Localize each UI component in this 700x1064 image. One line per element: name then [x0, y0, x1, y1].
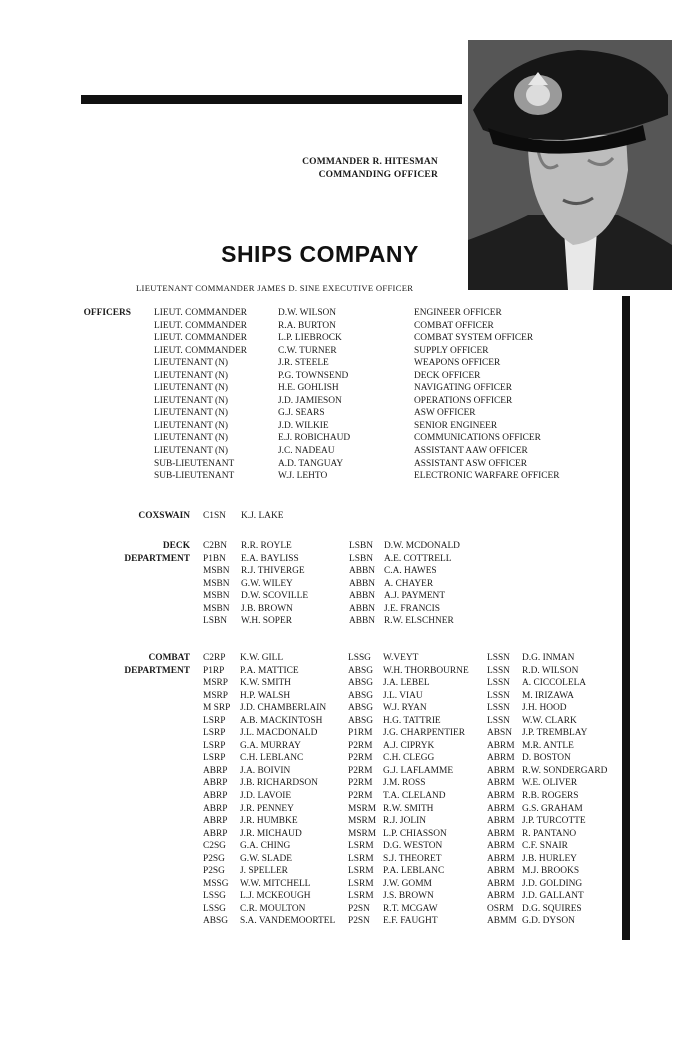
deck-names-1 [241, 540, 308, 628]
officer-position: COMBAT OFFICER [414, 320, 494, 331]
combat-name: K.W. SMITH [240, 678, 291, 689]
officer-rank: LIEUTENANT (N) [154, 383, 229, 394]
header-rule [81, 95, 462, 104]
combat-rank: P2SN [348, 916, 370, 927]
combat-name: C.F. SNAIR [522, 841, 568, 852]
combat-rank: ABSG [348, 703, 374, 714]
officer-name: G.J. SEARS [278, 408, 325, 419]
deck-rank: ABBN [349, 616, 376, 627]
combat-name: W.J. RYAN [383, 703, 427, 714]
combat-rank: LSSG [203, 891, 226, 902]
combat-rank: LSRM [348, 878, 374, 889]
officer-rank: LIEUTENANT (N) [154, 433, 229, 444]
officers-ranks [154, 307, 247, 483]
combat-rank: C2SG [203, 841, 226, 852]
officer-position: ELECTRONIC WARFARE OFFICER [414, 471, 560, 482]
combat-name: J.D. LAVOIE [240, 791, 292, 802]
combat-rank: LSSN [487, 653, 510, 663]
combat-rank: LSSN [487, 703, 510, 714]
combat-name: K.W. GILL [240, 653, 284, 663]
officer-position: ENGINEER OFFICER [414, 308, 502, 318]
combat-ranks-2 [348, 652, 376, 928]
combat-name: J.D. CHAMBERLAIN [240, 703, 327, 714]
combat-name: R.W. SONDERGARD [522, 765, 608, 776]
combat-name: D.G. WESTON [383, 841, 443, 852]
deck-rank: ABBN [349, 566, 376, 577]
combat-name: J.R. PENNEY [240, 803, 294, 814]
officer-position: ASSISTANT ASW OFFICER [414, 458, 527, 469]
combat-rank: LSSN [487, 690, 510, 701]
combat-name: G.S. GRAHAM [522, 803, 583, 814]
deck-name: G.W. WILEY [241, 578, 293, 589]
officer-rank: SUB-LIEUTENANT [154, 458, 235, 469]
combat-rank: LSSN [487, 678, 510, 689]
officer-position: DECK OFFICER [414, 370, 481, 381]
combat-name: J.D. GALLANT [522, 891, 584, 902]
officer-position: ASSISTANT AAW OFFICER [414, 446, 528, 457]
officer-name: J.D. WILKIE [278, 420, 329, 431]
combat-name: J.S. BROWN [383, 891, 434, 902]
deck-rank: MSBN [203, 603, 230, 614]
combat-rank: ABRP [203, 816, 228, 827]
officer-name: J.D. JAMIESON [278, 395, 342, 406]
officers-names [278, 307, 350, 483]
combat-name: J.A. LEBEL [383, 678, 430, 689]
combat-rank: P2RM [348, 791, 373, 802]
deck-ranks-2 [349, 540, 375, 628]
combat-name: J.L. VIAU [383, 690, 423, 701]
officer-rank: LIEUTENANT (N) [154, 446, 229, 457]
combat-rank: LSRP [203, 753, 226, 764]
combat-name: W.W. MITCHELL [240, 878, 311, 889]
combat-name: J.P. TREMBLAY [522, 728, 588, 739]
combat-name: J.B. RICHARDSON [240, 778, 318, 789]
officer-rank: LIEUTENANT (N) [154, 358, 229, 369]
officers-heading: OFFICERS [83, 308, 131, 318]
officer-rank: SUB-LIEUTENANT [154, 471, 235, 482]
deck-rank: MSBN [203, 566, 230, 577]
combat-name: C.H. CLEGG [383, 753, 435, 764]
officer-rank: LIEUTENANT (N) [154, 370, 229, 381]
officer-rank: LIEUT. COMMANDER [154, 333, 248, 344]
combat-rank: P2RM [348, 753, 373, 764]
deck-name: E.A. BAYLISS [241, 553, 299, 564]
combat-name: M.J. BROOKS [522, 866, 580, 877]
combat-name: W.VEYT [383, 653, 419, 663]
officer-name: J.R. STEELE [278, 358, 329, 369]
combat-name: J.D. GOLDING [522, 878, 583, 889]
combat-name: J. SPELLER [240, 866, 288, 877]
combat-name: A.B. MACKINTOSH [240, 715, 323, 726]
commander-title: COMMANDING OFFICER [318, 170, 438, 180]
deck-rank: C2BN [203, 541, 227, 551]
combat-name: H.P. WALSH [240, 690, 291, 701]
deck-name: C.A. HAWES [384, 566, 437, 577]
commander-name: COMMANDER R. HITESMAN [302, 157, 438, 167]
combat-name: C.R. MOULTON [240, 903, 306, 914]
combat-rank: ABRM [487, 740, 515, 751]
officer-rank: LIEUT. COMMANDER [154, 308, 248, 318]
combat-name: J.R. MICHAUD [240, 828, 302, 839]
combat-name: M.R. ANTLE [522, 740, 574, 751]
combat-rank: P2RM [348, 765, 373, 776]
combat-name: J.L. MACDONALD [240, 728, 318, 739]
officer-rank: LIEUTENANT (N) [154, 395, 229, 406]
deck-name: D.W. SCOVILLE [241, 591, 309, 602]
combat-rank: LSRM [348, 866, 374, 877]
combat-rank: ABRP [203, 765, 228, 776]
combat-names-2 [383, 652, 469, 928]
deck-name: R.W. ELSCHNER [384, 616, 454, 627]
combat-rank: P1RP [203, 665, 225, 676]
officer-name: D.W. WILSON [278, 308, 337, 318]
combat-rank: MSRP [203, 690, 229, 701]
deck-name: W.H. SOPER [241, 616, 292, 627]
deck-rank: ABBN [349, 578, 376, 589]
combat-rank: ABRM [487, 853, 515, 864]
combat-rank: ABRM [487, 878, 515, 889]
combat-name: J.R. HUMBKE [240, 816, 298, 827]
combat-rank: ABRM [487, 828, 515, 839]
combat-name: J.B. HURLEY [522, 853, 577, 864]
deck-name: A.J. PAYMENT [384, 591, 446, 602]
combat-name: J.A. BOIVIN [240, 765, 291, 776]
combat-rank: ABMM [487, 916, 517, 927]
deck-rank: ABBN [349, 603, 376, 614]
combat-rank: MSRM [348, 803, 377, 814]
deck-name: R.R. ROYLE [241, 541, 292, 551]
officer-rank: LIEUT. COMMANDER [154, 320, 248, 331]
combat-rank: LSRP [203, 728, 226, 739]
combat-name: M. IRIZAWA [522, 690, 574, 701]
combat-name: W.H. THORBOURNE [383, 665, 469, 676]
combat-rank: LSSN [487, 715, 510, 726]
combat-name: G.D. DYSON [522, 916, 575, 927]
combat-rank: ABRP [203, 791, 228, 802]
officer-rank: LIEUTENANT (N) [154, 420, 229, 431]
officer-name: A.D. TANGUAY [278, 458, 344, 469]
combat-names-1 [240, 652, 335, 928]
combat-rank: LSRP [203, 715, 226, 726]
officers-positions [414, 307, 560, 483]
combat-name: L.J. MCKEOUGH [240, 891, 311, 902]
deck-heading: DECK DEPARTMENT [124, 541, 190, 564]
page-title: SHIPS COMPANY [221, 241, 419, 267]
combat-rank: MSRM [348, 816, 377, 827]
combat-name: G.J. LAFLAMME [383, 765, 454, 776]
deck-ranks-1 [203, 540, 230, 628]
combat-rank: ABRP [203, 828, 228, 839]
combat-rank: LSRM [348, 853, 374, 864]
deck-name: R.J. THIVERGE [241, 566, 305, 577]
combat-rank: P2RM [348, 778, 373, 789]
deck-rank: LSBN [349, 541, 373, 551]
coxswain-heading: COXSWAIN [138, 511, 190, 521]
combat-rank: ABSG [203, 916, 229, 927]
combat-rank: P2SG [203, 866, 225, 877]
combat-name: E.F. FAUGHT [383, 916, 438, 927]
combat-name: P.A. LEBLANC [383, 866, 445, 877]
coxswain-rank: C1SN [203, 511, 226, 521]
combat-name: S.J. THEORET [383, 853, 442, 864]
officer-rank: LIEUTENANT (N) [154, 408, 229, 419]
combat-name: W.E. OLIVER [522, 778, 578, 789]
combat-name: J.H. HOOD [522, 703, 567, 714]
deck-rank: LSBN [349, 553, 373, 564]
combat-rank: P2SN [348, 903, 370, 914]
officer-position: NAVIGATING OFFICER [414, 383, 513, 394]
combat-rank: ABRM [487, 765, 515, 776]
combat-rank: ABSG [348, 715, 374, 726]
officer-position: COMMUNICATIONS OFFICER [414, 433, 541, 444]
officer-position: WEAPONS OFFICER [414, 358, 501, 369]
combat-rank: ABRM [487, 816, 515, 827]
deck-rank: MSBN [203, 578, 230, 589]
combat-name: A.J. CIPRYK [383, 740, 435, 751]
combat-names-3 [522, 652, 607, 928]
combat-name: A. CICCOLELA [522, 678, 587, 689]
deck-rank: MSBN [203, 591, 230, 602]
combat-name: G.A. CHING [240, 841, 291, 852]
officer-position: COMBAT SYSTEM OFFICER [414, 333, 534, 344]
combat-rank: ABRP [203, 778, 228, 789]
combat-rank: LSSN [487, 665, 510, 676]
deck-name: J.E. FRANCIS [384, 603, 441, 614]
officer-position: SUPPLY OFFICER [414, 345, 489, 356]
combat-name: J.G. CHARPENTIER [383, 728, 466, 739]
combat-name: T.A. CLELAND [383, 791, 446, 802]
combat-rank: LSSG [348, 653, 371, 663]
combat-name: G.W. SLADE [240, 853, 292, 864]
combat-rank: M SRP [203, 703, 231, 714]
combat-rank: MSRP [203, 678, 229, 689]
commander-portrait [468, 40, 672, 290]
combat-name: R.B. ROGERS [522, 791, 579, 802]
combat-name: R.J. JOLIN [383, 816, 426, 827]
officer-name: L.P. LIEBROCK [278, 333, 342, 344]
deck-rank: ABBN [349, 591, 376, 602]
deck-rank: LSBN [203, 616, 227, 627]
deck-rank: P1BN [203, 553, 226, 564]
combat-rank: LSRM [348, 891, 374, 902]
combat-name: H.G. TATTRIE [383, 715, 441, 726]
vertical-rule [622, 296, 630, 940]
officer-position: OPERATIONS OFFICER [414, 395, 513, 406]
combat-rank: C2RP [203, 653, 226, 663]
combat-rank: LSSG [203, 903, 226, 914]
coxswain-name: K.J. LAKE [241, 511, 284, 521]
combat-rank: P2RM [348, 740, 373, 751]
combat-rank: ABSN [487, 728, 513, 739]
combat-name: W.W. CLARK [522, 715, 577, 726]
officer-position: SENIOR ENGINEER [414, 420, 498, 431]
officer-rank: LIEUT. COMMANDER [154, 345, 248, 356]
deck-name: D.W. MCDONALD [384, 541, 460, 551]
combat-rank: ABRM [487, 841, 515, 852]
executive-officer-line: LIEUTENANT COMMANDER JAMES D. SINE EXECUTIVE OFFICER [136, 283, 414, 293]
combat-rank: OSRM [487, 903, 514, 914]
officer-name: C.W. TURNER [278, 345, 337, 356]
combat-name: P.A. MATTICE [240, 665, 299, 676]
combat-name: R.D. WILSON [522, 665, 579, 676]
combat-name: R.W. SMITH [383, 803, 434, 814]
combat-name: J.M. ROSS [383, 778, 426, 789]
combat-name: R.T. MCGAW [383, 903, 438, 914]
combat-name: L.P. CHIASSON [383, 828, 447, 839]
officer-name: W.J. LEHTO [278, 471, 328, 482]
combat-name: J.P. TURCOTTE [522, 816, 586, 827]
combat-name: D. BOSTON [522, 753, 571, 764]
combat-rank: P1RM [348, 728, 373, 739]
combat-name: D.G. SQUIRES [522, 903, 582, 914]
combat-ranks-1 [203, 652, 230, 928]
combat-rank: P2SG [203, 853, 225, 864]
combat-rank: LSRP [203, 740, 226, 751]
officer-name: P.G. TOWNSEND [278, 370, 349, 381]
combat-rank: ABRM [487, 866, 515, 877]
combat-rank: ABRM [487, 891, 515, 902]
deck-name: A.E. COTTRELL [384, 553, 452, 564]
combat-name: J.W. GOMM [383, 878, 432, 889]
combat-rank: ABRM [487, 753, 515, 764]
combat-name: S.A. VANDEMOORTEL [240, 916, 336, 927]
combat-rank: ABRM [487, 791, 515, 802]
officer-name: H.E. GOHLISH [278, 383, 339, 394]
combat-name: D.G. INMAN [522, 653, 575, 663]
combat-rank: MSRM [348, 828, 377, 839]
combat-ranks-3 [487, 652, 517, 928]
officer-name: E.J. ROBICHAUD [278, 433, 351, 444]
combat-rank: ABRM [487, 778, 515, 789]
combat-rank: ABSG [348, 678, 374, 689]
officer-position: ASW OFFICER [414, 408, 476, 419]
combat-name: G.A. MURRAY [240, 740, 301, 751]
officer-name: R.A. BURTON [278, 320, 336, 331]
combat-heading: COMBAT DEPARTMENT [124, 653, 190, 676]
combat-rank: ABSG [348, 665, 374, 676]
combat-rank: LSRM [348, 841, 374, 852]
officer-name: J.C. NADEAU [278, 446, 335, 457]
combat-rank: ABSG [348, 690, 374, 701]
combat-rank: MSSG [203, 878, 229, 889]
combat-rank: ABRM [487, 803, 515, 814]
deck-names-2 [384, 540, 460, 628]
deck-name: A. CHAYER [384, 578, 434, 589]
combat-rank: ABRP [203, 803, 228, 814]
deck-name: J.B. BROWN [241, 603, 293, 614]
combat-name: R. PANTANO [522, 828, 577, 839]
combat-name: C.H. LEBLANC [240, 753, 304, 764]
